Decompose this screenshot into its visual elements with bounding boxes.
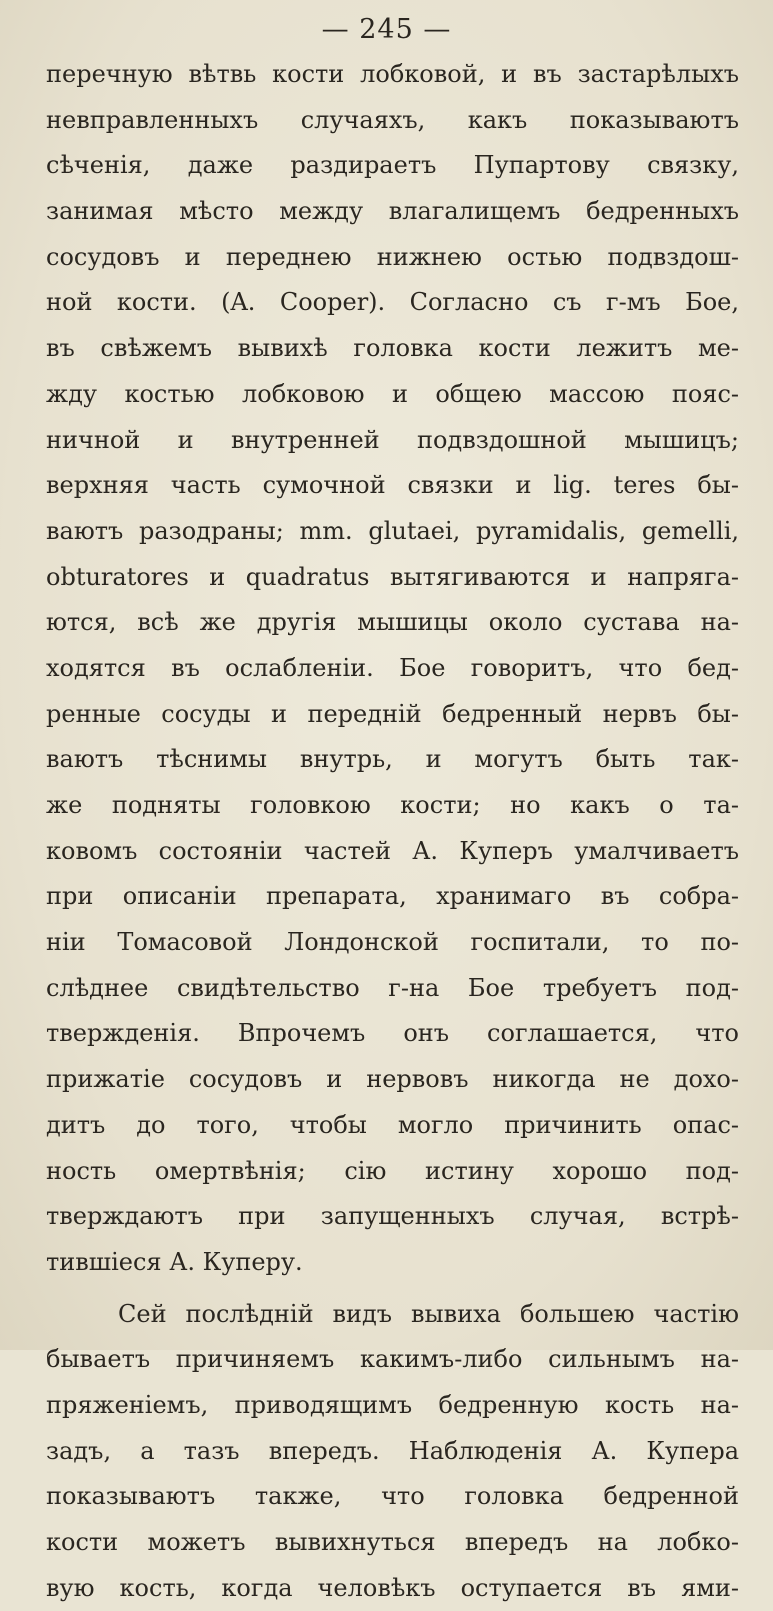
text-line: пряженіемъ, приводящимъ бедренную кость на- [46,1390,739,1419]
text-line: занимая мѣсто между влагалищемъ бедренныхъ [46,197,739,226]
page-number: — 245 — [321,14,452,45]
text-line: жду костью лобковою и общею массою пояс- [46,379,739,408]
text-line: ваютъ разодраны; mm. glutaei, pyramidalis, gemelli, [46,516,739,545]
text-line: бываетъ причиняемъ какимъ-либо сильнымъ на- [46,1345,739,1374]
text-line: кости можетъ вывихнуться впередъ на лобко- [46,1528,739,1556]
text-line: слѣднее свидѣтельство г-на Бое требуетъ под- [46,973,739,1002]
text-line: тверждаютъ при запущенныхъ случая, встрѣ- [46,1202,739,1231]
text-line: ваютъ тѣснимы внутрь, и могутъ быть так- [46,745,739,774]
text-line: ковомъ состояніи частей А. Куперъ умалчиваетъ [46,836,739,865]
text-line: при описаніи препарата, хранимаго въ собра- [46,882,739,911]
paragraph-start-line: Сей послѣдній видъ вывиха большею частію [118,1299,739,1328]
body-text [46,52,739,1611]
text-line: ность омертвѣнія; сію истину хорошо под- [46,1156,739,1185]
text-line: верхняя часть сумочной связки и lig. teres бы- [46,471,739,500]
text-line: твержденія. Впрочемъ онъ соглашается, что [46,1019,739,1048]
text-line: ренные сосуды и передній бедренный нервъ бы- [46,699,739,728]
text-line: показываютъ также, что головка бедренной [46,1482,739,1511]
text-line: ются, всѣ же другія мышицы около сустава на- [46,608,739,637]
text-line: ничной и внутренней подвздошной мышицъ; [46,425,739,454]
text-line: ходятся въ ослабленіи. Бое говоритъ, что бед- [46,653,739,682]
text-line: перечную вѣтвь кости лобковой, и въ застарѣлыхъ [46,60,739,88]
text-line: прижатіе сосудовъ и нервовъ никогда не дохо- [46,1065,739,1094]
text-line: сѣченія, даже раздираетъ Пупартову связку, [46,151,739,180]
text-line: ніи Томасовой Лондонской госпитали, то по- [46,928,739,957]
text-line: сосудовъ и переднею нижнею остью подвздош- [46,242,739,271]
text-line: задъ, а тазъ впередъ. Наблюденія А. Купера [46,1436,739,1465]
text-line: же подняты головкою кости; но какъ о та- [46,791,739,819]
text-line: дитъ до того, чтобы могло причинить опас- [46,1110,739,1139]
text-line: невправленныхъ случаяхъ, какъ показываютъ [46,105,739,134]
text-line: obturatores и quadratus вытягиваются и напряга- [46,562,739,591]
text-line: ной кости. (A. Cooper). Согласно съ г-мъ Бое, [46,288,739,317]
paragraph-end-line: тившіеся А. Куперу. [46,1247,303,1276]
text-line: въ свѣжемъ вывихѣ головка кости лежитъ ме- [46,334,739,363]
text-line: вую кость, когда человѣкъ оступается въ ями- [46,1573,739,1602]
